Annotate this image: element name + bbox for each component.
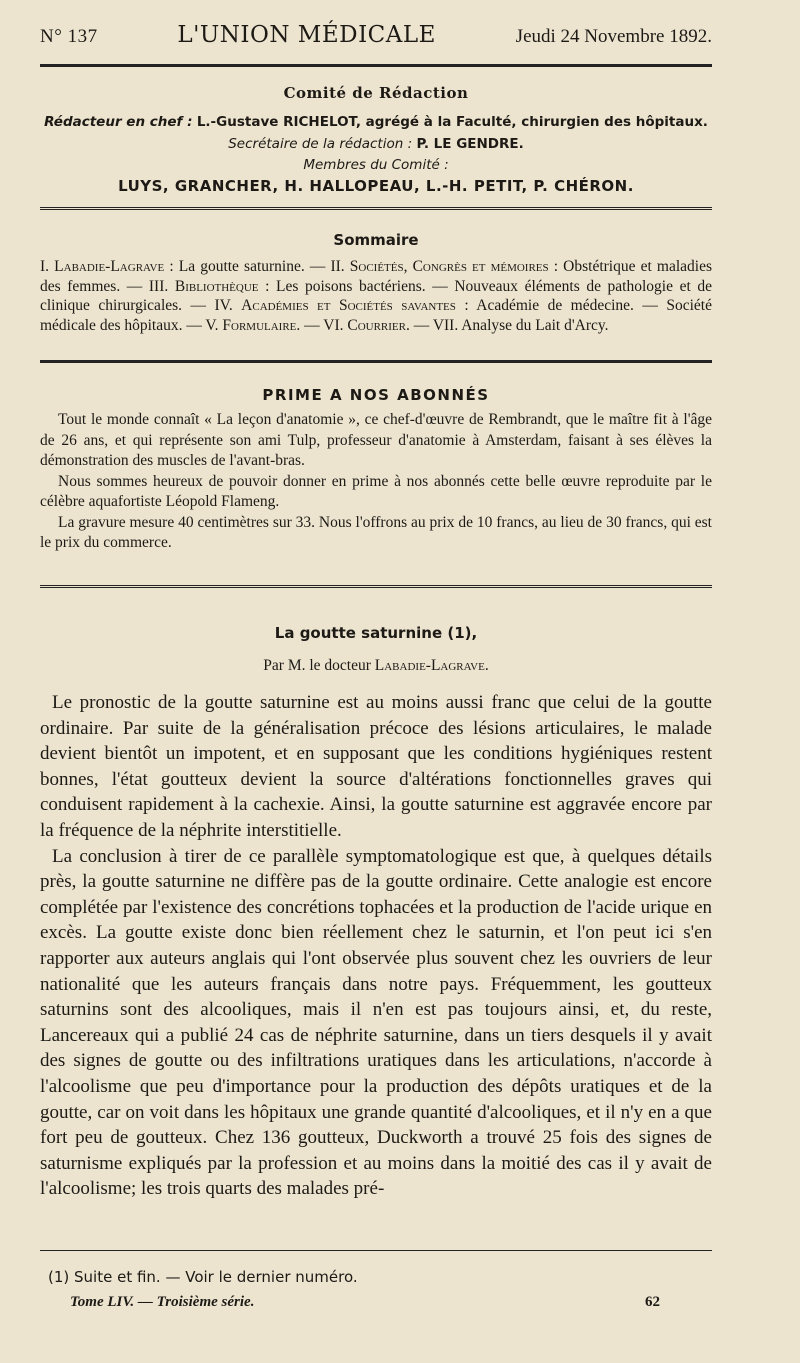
page-header — [40, 22, 712, 58]
sommaire-iii-text: : Les poisons bactériens. — Nouveaux éléments de pathologie et de clinique chirurgicales. — IV. — [40, 277, 712, 314]
editor-role: Rédacteur en chef : — [44, 114, 193, 130]
prime-rule — [40, 585, 712, 591]
sommaire-iv-label: Académies et Sociétés savantes — [241, 297, 456, 314]
members-role: Membres du Comité : — [303, 157, 449, 173]
sommaire-v-label: Formulaire — [222, 316, 297, 334]
footnote: (1) Suite et fin. — Voir le dernier numéro. — [48, 1268, 358, 1286]
header-rule — [40, 64, 712, 67]
article-paragraph: La conclusion à tirer de ce parallèle symptomatologique est que, à quelques détails près, la goutte saturnine ne diffère pas de la goutte ordinaire. Cette analogie est encore complétée par l'existence des concrétions tophacées et la production de l'acide urique en excès. La goutte existe donc bien réellement chez le saturnin, et l'on peut ici s'en rapporter aux auteurs anglais qui l'ont observée plus souvent chez les ouvriers de leur nationalité que les auteurs français dans notre pays. Fréquemment, les goutteux saturnins sont des alcooliques, mais il n'en est pas toujours ainsi, et, du reste, Lancereaux qui a publié 24 cas de néphrite saturnine, dans un tiers desquels il y avait des signes de goutte ou des infiltrations uratiques dans les articulations, n'accorde à l'alcoolisme que peu d'importance pour la production des dépôts uratiques et de la goutte, car on voit dans les hôpitaux une grande quantité d'alcooliques, et il n'y en a que fort peu de goutteux. Chez 136 goutteux, Duckworth a trouvé 25 fois des signes de saturnisme expliqués par la profession et au moins dans la moitié des cas il y avait de l'alcoolisme; les trois quarts des malades pré- — [40, 845, 712, 1200]
committee-section — [40, 84, 712, 102]
footnote-rule — [40, 1250, 712, 1251]
secretary-line — [40, 134, 712, 155]
article-author-name: Labadie-Lagrave. — [374, 657, 489, 674]
issue-number: N° 137 — [40, 26, 98, 47]
article-title: La goutte saturnine (1), — [274, 624, 478, 642]
secretary-role: Secrétaire de la rédaction : — [228, 136, 413, 152]
volume-info: Tome LIV. — Troisième série. — [70, 1294, 255, 1310]
sommaire-iv-text: : Académie de médecine. — Société médicale des hôpitaux. — V. — [40, 297, 712, 334]
sommaire-text — [40, 257, 712, 335]
editor-line — [40, 112, 712, 133]
committee-rule — [40, 207, 712, 213]
prime-text — [40, 410, 712, 554]
issue-date: Jeudi 24 Novembre 1892. — [515, 26, 712, 47]
page-number: 62 — [645, 1294, 660, 1310]
article-body — [40, 690, 712, 1202]
page-footer — [70, 1294, 660, 1311]
sommaire-i-num: I. — [40, 258, 50, 275]
sommaire-ii-label: Sociétés, Congrès et mémoires — [349, 258, 549, 275]
prime-title: PRIME A NOS ABONNÉS — [262, 386, 490, 404]
sommaire-rule — [40, 360, 712, 363]
committee-title: Comité de Rédaction — [283, 84, 469, 102]
journal-title: L'UNION MÉDICALE — [177, 22, 436, 48]
sommaire-iii-label: Bibliothèque — [174, 277, 259, 295]
secretary-name: P. LE GENDRE. — [416, 136, 524, 152]
article-paragraph: Le pronostic de la goutte saturnine est au moins aussi franc que celui de la goutte ordinaire. Par suite de la généralisation précoce des lésions articulaires, le malade devient bientôt un impotent, et en supposant que les conditions hygiéniques restent bonnes, l'état goutteux devient la source d'altérations fonctionnelles graves qui conduisent rapidement à la cachexie. Ainsi, la goutte saturnine est aggravée encore par la fréquence de la néphrite interstitielle. — [40, 692, 712, 841]
prime-paragraph: Nous sommes heureux de pouvoir donner en prime à nos abonnés cette belle œuvre reproduite par le célèbre aquafortiste Léopold Flameng. — [40, 472, 712, 510]
article-author-prefix: Par M. le docteur — [263, 657, 375, 674]
sommaire-ii-text: : Obstétrique et maladies des femmes. — III. — [40, 258, 712, 295]
article-author — [40, 657, 712, 675]
editor-name: L.-Gustave RICHELOT, agrégé à la Faculté, chirurgien des hôpitaux. — [196, 114, 708, 130]
sommaire-i-text: : La goutte saturnine. — II. — [164, 258, 350, 275]
sommaire-vi-label: Courrier — [347, 316, 406, 334]
prime-paragraph: La gravure mesure 40 centimètres sur 33. Nous l'offrons au prix de 10 francs, au lieu de 30 francs, qui est le prix du commerce. — [40, 513, 712, 551]
sommaire-v-text: . — VI. — [296, 316, 348, 334]
members-names: LUYS, GRANCHER, H. HALLOPEAU, L.-H. PETIT, P. CHÉRON. — [118, 177, 634, 195]
sommaire-vi-text: . — VII. Analyse du Lait d'Arcy. — [405, 316, 609, 334]
sommaire-i-author: Labadie-Lagrave — [54, 258, 165, 275]
prime-paragraph: Tout le monde connaît « La leçon d'anatomie », ce chef-d'œuvre de Rembrandt, que le maître fit à l'âge de 26 ans, et qui représente son ami Tulp, professeur d'anatomie à Amsterdam, faisant à ses élèves la démonstration des muscles de l'avant-bras. — [40, 411, 712, 469]
sommaire-title: Sommaire — [333, 231, 419, 249]
members-role-line — [40, 155, 712, 176]
